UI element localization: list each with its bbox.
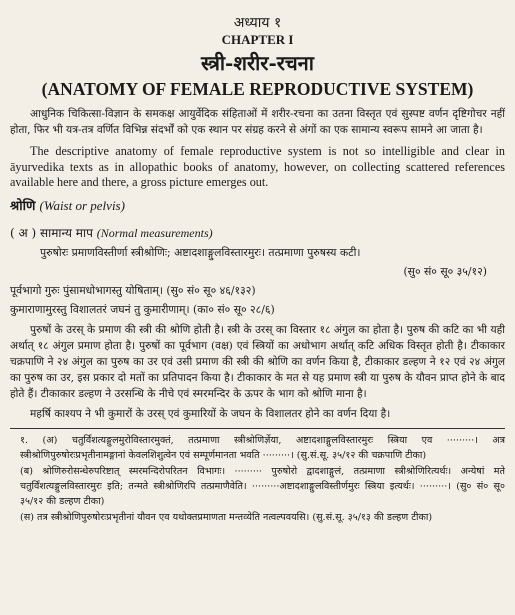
subsection-heading	[10, 224, 505, 242]
verse-line: पुरुषोरः प्रमाणविस्तीर्णा स्त्रीश्रोणिः; अष्टादशाङ्गुलविस्तारमुरः। तत्प्रमाणा पुरुषस्य कटी।	[40, 245, 361, 259]
section-heading-hindi: श्रोणि	[10, 198, 36, 214]
verse-line: पूर्वभागो गुरुः पुंसामधोभागस्तु योषिताम्। (सु० सं० सू० ४६/१३२)	[10, 283, 256, 297]
verse-reference: (सु० सं० सू० ३५/१२)	[403, 264, 487, 278]
subsection-heading-hindi: ( अ ) सामान्य माप	[10, 225, 93, 240]
chapter-title-hindi: स्त्री-शरीर-रचना	[201, 51, 314, 75]
footnote: (ब) श्रोणिरुरोसन्धेरुपरिष्टात् स्मरमन्दिरोपरितन विभागः। ········· पुरुषोरो द्वादशाङ्गुलं, तत्प्रमाणा स्त्रीश्रोणिरित्यर्थः। अन्येषां मते चतुर्विंशत्यङ्गुलविस्तारमुरः इति; तन्मते स्त्रीश्रोणिरपि तत्प्रमाणैवेति। ·········अष्टादशाङ्गुलविस्तीर्णमुरः स्त्रिया इत्यर्थः। ·········। (सु० सं० सू० ३५/१२ की डल्हण टीका)	[20, 465, 505, 507]
chapter-number-english: CHAPTER I	[221, 32, 294, 47]
section-heading	[10, 197, 505, 216]
verse-line: कुमाराणामुरस्तु विशालतरं जघनं तु कुमारीणाम्। (का० सं० सू० २८/६)	[10, 302, 275, 316]
footnote: (स) तत्र स्त्रीश्रोणिपुरुषोरःप्रभृतीनां यौवन एव यथोक्तप्रमाणता मन्तव्येति नत्वल्पवयसि। (सु.सं.सू. ३५/१३ की डल्हण टीका)	[20, 511, 433, 523]
chapter-number-hindi: अध्याय १	[233, 15, 282, 31]
subsection-heading-english: (Normal measurements)	[96, 225, 213, 240]
intro-paragraph-hindi: आधुनिक चिकित्सा-विज्ञान के समकक्ष आयुर्वेदिक संहिताओं में शरीर-रचना का उतना विस्तृत एवं सुस्पष्ट वर्णन दृष्टिगोचर नहीं होता, फिर भी यत्र-तत्र वर्णित विभिन्न संदर्भों को एक स्थान पर संग्रह करने से अंगों का एक सामान्य स्वरूप सामने आ जाता है।	[10, 108, 505, 136]
footnote-divider	[10, 428, 505, 429]
footnote: १. (अ) चतुर्विंशत्यङ्गुलमुरोविस्तारमुक्तं, तत्प्रमाणा स्त्रीश्रोणिर्ज्ञेया, अष्टादशाङ्गुलविस्तारमुरः स्त्रिया एव ·········। अत्र स्त्रीश्रोणिपुरुषोरःप्रभृतीनामङ्गानां केवलशिशुत्वेन एवं सम्पूर्णमानता भवति ·········। (सु.सं.सू. ३५/१२ की चक्रपाणि टीका)	[20, 434, 505, 461]
intro-paragraph-english: The descriptive anatomy of female reproductive system is not so intelligible and clear in āyurvedika texts as in allopathic books of anatomy, however, on collecting scattered references available here and there, a gross picture emerges out.	[10, 144, 505, 189]
body-paragraph: पुरुषों के उरस् के प्रमाण की स्त्री की श्रोणि होती है। स्त्री के उरस् का विस्तार १८ अंगुल का होता है। पुरुष की कटि का भी यही अर्थात् १८ अंगुल प्रमाण होता है। पुरुषों का पूर्वभाग (वक्ष) एवं स्त्रियों का अधोभाग अर्थात् कटि अधिक विस्तृत होती है। टीकाकार चक्रपाणि ने २४ अंगुल का पुरुष का उर एवं उसी प्रमाण की स्त्री की श्रोणि का वर्णन किया है, टीकाकार डल्हण ने १२ एवं २४ अंगुल का पुरुष का उर, इस प्रकार दो मतों का प्रतिपादन किया है। टीकाकार के मत से यह प्रमाण स्त्री या पुरुष के यौवन प्राप्त होने के बाद होते हैं। टीकाकार डल्हण ने उरसन्धि के नीचे एवं स्मरमन्दिर के ऊपर के भाग को श्रोणि माना है।	[10, 323, 505, 400]
chapter-title-english: (ANATOMY OF FEMALE REPRODUCTIVE SYSTEM)	[41, 79, 474, 99]
section-heading-english: (Waist or pelvis)	[39, 197, 125, 213]
body-paragraph: महर्षि काश्यप ने भी कुमारों के उरस् एवं कुमारियों के जघन के विशालतर होने का वर्णन दिया है।	[30, 407, 391, 420]
